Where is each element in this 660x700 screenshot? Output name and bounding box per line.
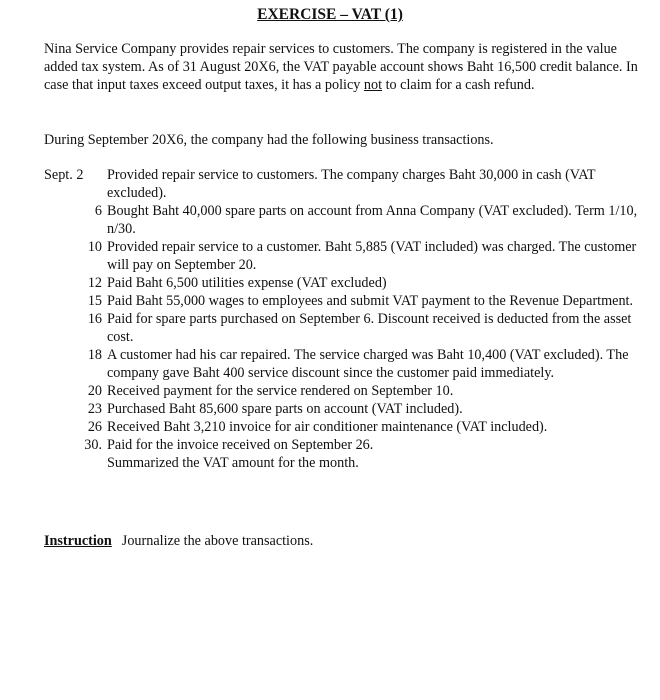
transaction-date: 18	[87, 347, 102, 363]
transaction-date: 30.	[84, 437, 102, 453]
transaction-text: Provided repair service to customers. The company charges Baht 30,000 in cash (VAT excluded).	[107, 167, 596, 201]
transaction-item	[44, 202, 656, 238]
intro-text-part1: Nina Service Company provides repair services to customers. The company is registered in the value added tax system. As of 31 August 20X6, the VAT payable account shows Baht 16,500 credit balance. In case that input taxes exceed output taxes, it has a policy	[44, 41, 638, 93]
transaction-item	[44, 238, 656, 274]
transaction-text: Bought Baht 40,000 spare parts on account from Anna Company (VAT excluded). Term 1/10, n/30.	[107, 203, 638, 237]
transaction-item	[44, 166, 656, 202]
transaction-date: 15	[87, 293, 102, 309]
transaction-text: Paid for the invoice received on September 26.	[107, 437, 374, 453]
transaction-text: Paid Baht 6,500 utilities expense (VAT excluded)	[107, 275, 387, 291]
transaction-text: Summarized the VAT amount for the month.	[107, 455, 359, 471]
transaction-date: 20	[87, 383, 102, 399]
transaction-item	[44, 292, 656, 310]
instruction-text: Journalize the above transactions.	[121, 533, 314, 549]
instruction-label: Instruction	[44, 533, 112, 549]
during-paragraph: During September 20X6, the company had the following business transactions.	[44, 132, 494, 148]
intro-text-part2: to claim for a cash refund.	[382, 77, 535, 93]
transaction-text: Paid for spare parts purchased on September 6. Discount received is deducted from the asset cost.	[107, 311, 632, 345]
transaction-text: Received payment for the service rendered on September 10.	[107, 383, 454, 399]
transaction-item	[44, 436, 656, 454]
intro-emphasis-not: not	[363, 77, 383, 93]
transaction-item	[44, 418, 656, 436]
transaction-item	[44, 382, 656, 400]
intro-paragraph	[44, 40, 646, 94]
transaction-text: Provided repair service to a customer. Baht 5,885 (VAT included) was charged. The customer will pay on September 20.	[107, 239, 637, 273]
instruction-line	[44, 532, 313, 550]
transaction-date: 10	[87, 239, 102, 255]
transaction-item	[44, 310, 656, 346]
transaction-date: 6	[94, 203, 102, 219]
transaction-text: Paid Baht 55,000 wages to employees and submit VAT payment to the Revenue Department.	[107, 293, 634, 309]
transaction-item	[44, 274, 656, 292]
transaction-list	[44, 166, 656, 472]
transaction-item	[44, 346, 656, 382]
transaction-text: Received Baht 3,210 invoice for air conditioner maintenance (VAT included).	[107, 419, 548, 435]
transaction-date: Sept. 2	[44, 167, 84, 183]
transaction-text: A customer had his car repaired. The service charged was Baht 10,400 (VAT excluded). The company gave Baht 400 service discount since the customer paid immediately.	[107, 347, 629, 381]
transaction-text: Purchased Baht 85,600 spare parts on account (VAT included).	[107, 401, 463, 417]
transaction-date: 26	[87, 419, 102, 435]
transaction-item	[44, 454, 656, 472]
transaction-item	[44, 400, 656, 418]
transaction-date: 12	[87, 275, 102, 291]
transaction-date: 23	[87, 401, 102, 417]
exercise-title: EXERCISE – VAT (1)	[257, 6, 403, 23]
transaction-date: 16	[87, 311, 102, 327]
